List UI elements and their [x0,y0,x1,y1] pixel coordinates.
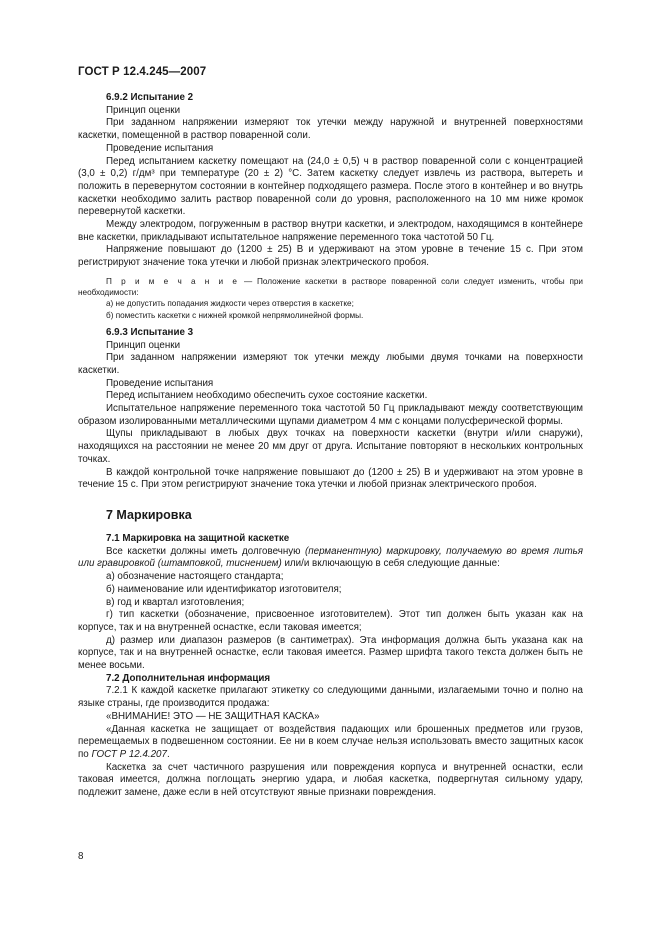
note-item-a: а) не допустить попадания жидкости через отверстия в каскетке; [106,299,354,309]
paragraph: Перед испытанием каскетку помещают на (24,0 ± 0,5) ч в раствор поваренной соли с концентрацией (3,0 ± 0,2) г/дм³ при температуре (20 ± 2) °С. Затем каскетку следует извлечь из раствора, вытереть и положить в перевернутом состоянии в контейнер подходящего размера. После этого в контейнер и во внутрь каскетки необходимо залить раствор поваренной соли до уровня, расположенного на 10 мм ниже кромок перевернутой каскетки. [78,155,583,218]
list-item: в) год и квартал изготовления; [106,596,245,608]
paragraph: Щупы прикладывают в любых двух точках на поверхности каскетки (внутри и/или снаружи), находящихся на расстоянии не менее 20 мм друг от друга. Испытание повторяют в нескольких контрольных точках. [78,428,583,465]
page-content [78,92,583,800]
procedure-heading: Проведение испытания [106,377,214,389]
paragraph: Каскетка за счет частичного разрушения или повреждения корпуса и внутренней оснастки, если таковая имеется, должна поглощать энергию удара, и любая каскетка, подвергнутая сильному удару, подлежит замене, даже если в ней отсутствуют явные признаки повреждения. [78,761,583,799]
intro-italic: (перманентную) маркировку, получаемую во время литья или гравировкой (штамповкой, тиснением) [78,545,584,570]
section-6-9-2-title: 6.9.2 Испытание 2 [106,92,194,103]
paragraph: При заданном напряжении измеряют ток утечки между любыми двумя точками на поверхности каскетки. [78,352,583,376]
list-item: г) тип каскетки (обозначение, присвоенное изготовителем). Этот тип должен быть указан как на корпусе, так и на внутренней оснастке, если таковая имеется; [78,609,583,633]
paragraph: В каждой контрольной точке напряжение повышают до (1200 ± 25) В и удерживают на этом уровне в течение 15 с. При этом регистрируют значение тока утечки и любой признак электрического пробоя. [78,466,583,491]
paragraph: При заданном напряжении измеряют ток утечки между наружной и внутренней поверхностями каскетки, помещенной в раствор поваренной соли. [78,117,583,142]
intro-part-2: или/и включающую в себя следующие данные: [281,558,500,570]
document-header: ГОСТ Р 12.4.245—2007 [78,66,207,78]
paragraph: Перед испытанием необходимо обеспечить сухое состояние каскетки. [106,390,428,402]
marking-intro [78,546,583,571]
standard-reference: ГОСТ Р 12.4.207 [91,748,167,760]
procedure-heading: Проведение испытания [106,142,214,154]
list-item: д) размер или диапазон размеров (в сантиметрах). Эта информация должна быть указана как на корпусе, так и на внутренней оснастке, если таковая имеется. Размер шрифта такого текста должен быть не менее восьми. [78,634,583,672]
note-label: П р и м е ч а н и е [106,276,240,286]
list-item: б) наименование или идентификатор изготовителя; [106,583,342,595]
page-number: 8 [78,851,84,862]
section-7-1-title: 7.1 Маркировка на защитной каскетке [106,532,290,544]
paragraph: Между электродом, погруженным в раствор внутри каскетки, и электродом, находящимся в контейнере вне каскетки, прикладывают испытательное напряжение переменного тока частотой 50 Гц. [78,219,583,243]
section-7-2-title: 7.2 Дополнительная информация [106,672,271,684]
paragraph: 7.2.1 К каждой каскетке прилагают этикетку со следующими данными, излагаемыми точно и полно на языке страны, где производится продажа: [78,685,583,710]
list-item: а) обозначение настоящего стандарта; [106,571,284,583]
section-7-title: 7 Маркировка [106,507,192,522]
quote-paragraph [78,724,583,762]
paragraph: Напряжение повышают до (1200 ± 25) В и удерживают на этом уровне в течение 15 с. При этом регистрируют значение тока утечки и любой признак электрического пробоя. [78,244,583,269]
quote-part-1: «Данная каскетка не защищает от воздействия падающих или брошенных предметов или грузов, перемещаемых в подвешенном состоянии. Ее ни в коем случае нельзя использовать вместо защитных касок по [78,723,583,760]
note [78,276,583,298]
warning-text: «ВНИМАНИЕ! ЭТО — НЕ ЗАЩИТНАЯ КАСКА» [106,710,320,722]
quote-part-2: . [166,748,170,760]
intro-part-1: Все каскетки должны иметь долговечную [106,545,305,557]
paragraph: Испытательное напряжение переменного тока частотой 50 Гц прикладывают между соответствующим образом изолированными металлическими щупами диаметром 4 мм с концами полусферической формы. [78,403,583,427]
note-text: — Положение каскетки в растворе поваренной соли следует изменить, чтобы при необходимости: [78,276,584,298]
section-6-9-3-title: 6.9.3 Испытание 3 [106,326,194,338]
principle-heading: Принцип оценки [106,104,181,116]
note-item-b: б) поместить каскетки с нижней кромкой непрямолинейной формы. [106,311,364,321]
principle-heading: Принцип оценки [106,339,181,351]
